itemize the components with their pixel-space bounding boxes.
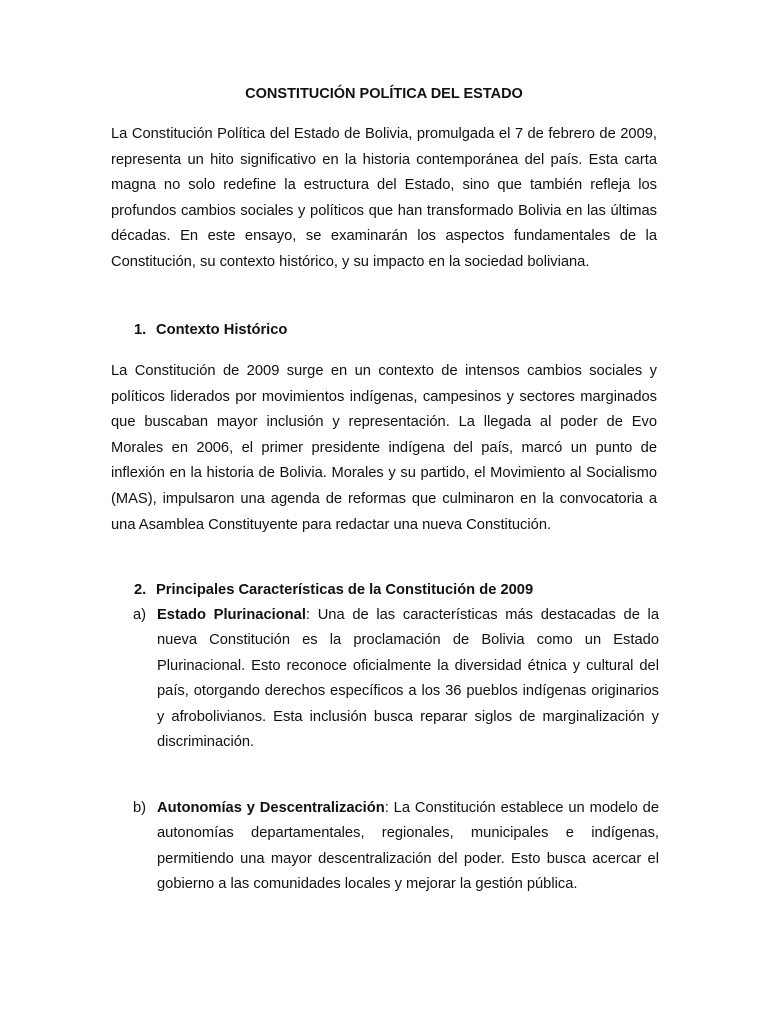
section-heading-text: Principales Características de la Constitución de 2009 — [156, 582, 534, 598]
list-item-text: : Una de las características más destacadas de la nueva Constitución es la proclamación de Bolivia como un Estado Plurinacional. Esto reconoce oficialmente la diversidad étnica y cultural del país, otorgando derechos específicos a los 36 pueblos indígenas originarios y afrobolivianos. Esta inclusión busca reparar siglos de marginalización y discriminación. — [157, 607, 659, 751]
list-item-body — [157, 796, 659, 898]
list-item-a — [133, 603, 659, 755]
list-marker: a) — [133, 607, 147, 623]
list-item-lead: Estado Plurinacional — [157, 607, 306, 623]
list-item-b — [133, 796, 659, 898]
section-heading-2 — [134, 580, 533, 600]
document-title: CONSTITUCIÓN POLÍTICA DEL ESTADO — [245, 86, 523, 102]
section-number: 2. — [134, 582, 147, 598]
list-item-text: : La Constitución establece un modelo de autonomías departamentales, regionales, municipales e indígenas, permitiendo una mayor descentralización del poder. Esto busca acercar el gobierno a las comunidades locales y mejorar la gestión pública. — [157, 800, 659, 893]
section-number: 1. — [134, 322, 147, 338]
section-heading-1 — [134, 320, 287, 340]
section-heading-text: Contexto Histórico — [156, 322, 288, 338]
list-marker: b) — [133, 800, 147, 816]
list-item-lead: Autonomías y Descentralización — [157, 800, 385, 816]
list-item-body — [157, 603, 659, 755]
intro-paragraph: La Constitución Política del Estado de Bolivia, promulgada el 7 de febrero de 2009, representa un hito significativo en la historia contemporánea del país. Esta carta magna no solo redefine la estructura del Estado, sino que también refleja los profundos cambios sociales y políticos que han transformado Bolivia en las últimas décadas. En este ensayo, se examinarán los aspectos fundamentales de la Constitución, su contexto histórico, y su impacto en la sociedad boliviana. — [111, 126, 657, 270]
section-1-paragraph: La Constitución de 2009 surge en un contexto de intensos cambios sociales y políticos liderados por movimientos indígenas, campesinos y sectores marginados que buscaban mayor inclusión y representación. La llegada al poder de Evo Morales en 2006, el primer presidente indígena del país, marcó un punto de inflexión en la historia de Bolivia. Morales y su partido, el Movimiento al Socialismo (MAS), impulsaron una agenda de reformas que culminaron en la convocatoria a una Asamblea Constituyente para redactar una nueva Constitución. — [111, 363, 657, 533]
